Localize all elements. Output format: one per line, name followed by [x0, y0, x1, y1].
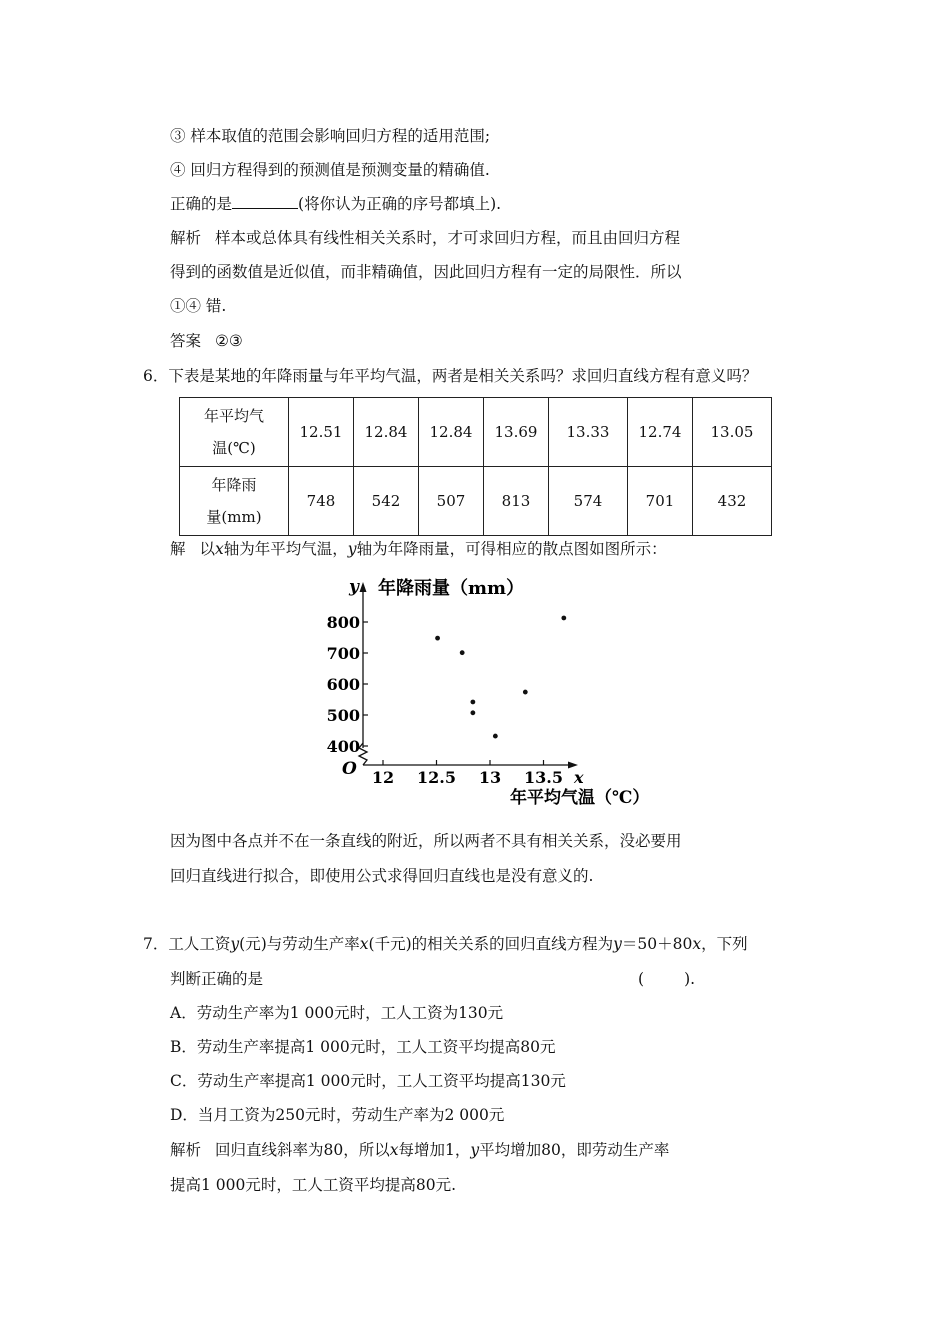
header-text: 年降雨 — [211, 476, 257, 494]
table-cell: 813 — [484, 467, 549, 536]
analysis-text: 样本或总体具有线性相关关系时，才可求回归方程，而且由回归方程 — [215, 229, 681, 247]
analysis-label: 解析 — [170, 1141, 202, 1159]
data-point — [493, 734, 498, 739]
analysis-text: 回归直线斜率为80，所以 — [215, 1141, 390, 1159]
row-header-temperature — [180, 398, 289, 467]
data-point — [561, 616, 566, 621]
var-y: y — [613, 935, 622, 953]
q5-item-4: ④ 回归方程得到的预测值是预测变量的精确值. — [170, 161, 490, 179]
q5-analysis-line-1 — [170, 228, 680, 248]
q6-conclusion-line-1: 因为图中各点并不在一条直线的附近，所以两者不具有相关关系，没必要用 — [170, 832, 682, 850]
chart-title: 年降雨量（mm） — [378, 578, 525, 599]
header-text: 量(mm) — [206, 508, 262, 526]
var-x: x — [215, 540, 224, 558]
option-b: B．劳动生产率提高1 000元时，工人工资平均提高80元 — [170, 1038, 556, 1056]
question-text: (千元)的相关关系的回归直线方程为 — [368, 935, 614, 953]
q5-item-3: ③ 样本取值的范围会影响回归方程的适用范围; — [170, 127, 491, 145]
data-point — [460, 650, 465, 655]
table-cell: 12.84 — [354, 398, 419, 467]
y-tick-label: 700 — [326, 644, 360, 663]
q5-analysis-line-2: 得到的函数值是近似值，而非精确值，因此回归方程有一定的局限性．所以 — [170, 263, 682, 281]
var-y: y — [347, 540, 357, 558]
q5-correct-suffix: (将你认为正确的序号都填上). — [298, 195, 502, 213]
answer-label: 答案 — [170, 332, 202, 350]
table-cell: 507 — [419, 467, 484, 536]
x-tick-label: 12 — [371, 768, 395, 787]
table-row — [180, 467, 772, 536]
var-x: x — [359, 935, 369, 953]
y-axis-arrow-icon — [360, 582, 367, 592]
table-cell: 12.84 — [419, 398, 484, 467]
q7-answer-parens — [638, 969, 695, 989]
analysis-label: 解析 — [170, 229, 202, 247]
analysis-text: 每增加1， — [398, 1141, 471, 1159]
data-point — [523, 690, 528, 695]
question-number: 7． — [143, 935, 169, 953]
x-axis-letter: x — [574, 768, 584, 787]
table-cell: 432 — [693, 467, 772, 536]
q6-question: 6．下表是某地的年降雨量与年平均气温，两者是相关关系吗？求回归直线方程有意义吗？ — [143, 367, 758, 385]
table-cell: 12.74 — [628, 398, 693, 467]
table-cell: 542 — [354, 467, 419, 536]
table-row — [180, 398, 772, 467]
question-text: 工人工资 — [168, 935, 231, 953]
header-text: 年平均气 — [203, 407, 264, 425]
q5-answer — [170, 331, 243, 351]
q5-fill-blank-line — [170, 194, 501, 214]
paren-close: ). — [684, 970, 696, 988]
data-point — [470, 710, 475, 715]
row-header-rainfall — [180, 467, 289, 536]
table-cell: 701 — [628, 467, 693, 536]
q6-conclusion-line-2: 回归直线进行拟合，即使用公式求得回归直线也是没有意义的. — [170, 867, 594, 885]
question-text: ，下列 — [701, 935, 748, 953]
q7-analysis-line-2: 提高1 000元时，工人工资平均提高80元. — [170, 1176, 457, 1194]
var-y: y — [230, 935, 240, 953]
table-cell: 13.33 — [549, 398, 628, 467]
q5-analysis-line-3: ①④ 错. — [170, 297, 227, 315]
option-d: D．当月工资为250元时，劳动生产率为2 000元 — [170, 1106, 505, 1124]
header-text: 温(℃) — [212, 439, 256, 457]
solution-text: 以 — [199, 540, 216, 558]
solution-text: 轴为年降雨量，可得相应的散点图如图所示： — [356, 540, 667, 558]
analysis-text: 平均增加80，即劳动生产率 — [479, 1141, 670, 1159]
table-cell: 12.51 — [289, 398, 354, 467]
scatter-chart — [320, 568, 660, 818]
x-tick-label: 13.5 — [524, 768, 563, 787]
equation-text: ＝50＋80 — [621, 935, 693, 953]
var-y: y — [470, 1141, 480, 1159]
q7-question-line-2: 判断正确的是 — [170, 970, 264, 988]
data-table — [179, 397, 772, 536]
y-tick-label: 400 — [326, 737, 360, 756]
y-tick-label: 600 — [326, 675, 360, 694]
solution-text: 轴为年平均气温， — [223, 540, 348, 558]
origin-label: O — [342, 759, 357, 779]
table-cell: 13.05 — [693, 398, 772, 467]
answer-value: ②③ — [215, 332, 243, 350]
x-tick-label: 12.5 — [417, 768, 456, 787]
y-axis-letter: y — [349, 577, 359, 597]
data-point — [470, 700, 475, 705]
table-cell: 13.69 — [484, 398, 549, 467]
table-cell: 574 — [549, 467, 628, 536]
q5-correct-prefix: 正确的是 — [170, 195, 233, 213]
q7-analysis-line-1 — [170, 1140, 669, 1160]
x-tick-label: 13 — [478, 768, 502, 787]
question-text: (元)与劳动生产率 — [239, 935, 360, 953]
q7-question-line-1 — [143, 934, 748, 954]
y-tick-label: 800 — [326, 613, 360, 632]
var-x: x — [692, 935, 702, 953]
option-c: C．劳动生产率提高1 000元时，工人工资平均提高130元 — [170, 1072, 566, 1090]
data-point — [435, 636, 440, 641]
q6-solution-intro — [170, 539, 667, 559]
solution-label: 解 — [170, 540, 186, 558]
x-axis-label: 年平均气温（℃） — [510, 788, 650, 808]
var-x: x — [389, 1141, 399, 1159]
answer-blank — [232, 194, 298, 209]
y-tick-label: 500 — [326, 706, 360, 725]
paren-open: ( — [638, 970, 645, 988]
option-a: A．劳动生产率为1 000元时，工人工资为130元 — [170, 1004, 504, 1022]
table-cell: 748 — [289, 467, 354, 536]
